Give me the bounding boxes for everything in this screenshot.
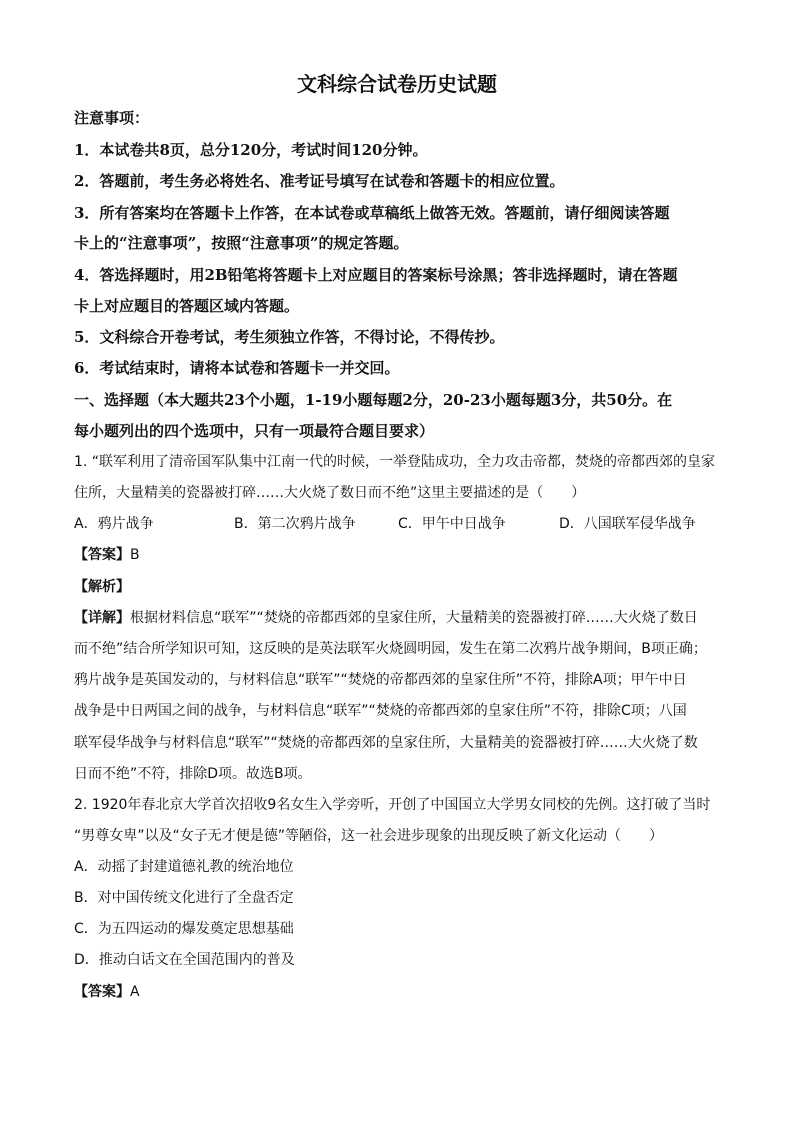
q1-stem: 1. “联军利用了清帝国军队集中江南一代的时候，一举登陆成功，全力攻击帝都，焚烧的帝都西郊的皇家 xyxy=(74,454,716,470)
notice-item: 2．答题前，考生务必将姓名、准考证号填写在试卷和答题卡的相应位置。 xyxy=(74,172,565,190)
notice-item: 6．考试结束时，请将本试卷和答题卡一并交回。 xyxy=(74,359,400,377)
q2-stem: “男尊女卑”以及“女子无才便是德”等陋俗，这一社会进步现象的出现反映了新文化运动（ ） xyxy=(74,828,664,844)
notice-item: 3．所有答案均在答题卡上作答，在本试卷或草稿纸上做答无效。答题前，请仔细阅读答题 xyxy=(74,204,670,222)
answer-value: B xyxy=(130,547,140,563)
q1-detail: 而不绝”结合所学知识可知，这反映的是英法联军火烧圆明园，发生在第二次鸦片战争期间，B项正确； xyxy=(74,641,707,657)
q1-answer xyxy=(74,545,724,565)
q1-option-c: C．甲午中日战争 xyxy=(398,516,506,532)
answer-tag: 【答案】 xyxy=(74,984,130,1000)
q1-detail: 鸦片战争是英国发动的，与材料信息“联军”“焚烧的帝都西郊的皇家住所”不符，排除A项；甲午中日 xyxy=(74,672,687,688)
section-heading: 每小题列出的四个选项中，只有一项最符合题目要求） xyxy=(74,422,435,440)
q1-option-a: A．鸦片战争 xyxy=(74,516,154,532)
q1-option-d: D．八国联军侵华战争 xyxy=(559,516,696,532)
q1-detail: 联军侵华战争与材料信息“联军”“焚烧的帝都西郊的皇家住所，大量精美的瓷器被打碎……大火烧了数 xyxy=(74,735,698,751)
answer-value: A xyxy=(130,984,140,1000)
q1-analysis-tag: 【解析】 xyxy=(74,579,130,595)
q1-detail: 日而不绝”不符，排除D项。故选B项。 xyxy=(74,766,312,782)
notice-item: 卡上对应题目的答题区域内答题。 xyxy=(74,297,300,315)
q1-detail xyxy=(74,608,724,628)
q1-option-b: B．第二次鸦片战争 xyxy=(234,516,356,532)
q2-option-c: C．为五四运动的爆发奠定思想基础 xyxy=(74,921,294,937)
q1-detail: 战争是中日两国之间的战争，与材料信息“联军”“焚烧的帝都西郊的皇家住所”不符，排除C项；八国 xyxy=(74,703,687,719)
notice-item: 5．文科综合开卷考试，考生须独立作答，不得讨论，不得传抄。 xyxy=(74,328,505,346)
q2-option-b: B．对中国传统文化进行了全盘否定 xyxy=(74,890,294,906)
notice-item: 卡上的“注意事项”，按照“注意事项”的规定答题。 xyxy=(74,234,409,252)
detail-text: 根据材料信息“联军”“焚烧的帝都西郊的皇家住所，大量精美的瓷器被打碎……大火烧了数日 xyxy=(130,610,698,626)
q1-stem: 住所，大量精美的瓷器被打碎……大火烧了数日而不绝”这里主要描述的是（ ） xyxy=(74,485,586,501)
notice-heading: 注意事项： xyxy=(74,109,150,127)
q2-stem: 2. 1920年春北京大学首次招收9名女生入学旁听，开创了中国国立大学男女同校的先例。这打破了当时 xyxy=(74,797,711,813)
q2-answer xyxy=(74,982,724,1002)
notice-item: 1．本试卷共8页，总分120分，考试时间120分钟。 xyxy=(74,141,428,159)
answer-tag: 【答案】 xyxy=(74,547,130,563)
q2-option-d: D．推动白话文在全国范围内的普及 xyxy=(74,952,295,968)
notice-item: 4．答选择题时，用2B铅笔将答题卡上对应题目的答案标号涂黑；答非选择题时，请在答题 xyxy=(74,266,678,284)
q2-option-a: A．动摇了封建道德礼教的统治地位 xyxy=(74,859,294,875)
detail-tag: 【详解】 xyxy=(74,610,130,626)
page-title: 文科综合试卷历史试题 xyxy=(297,72,497,96)
section-heading: 一、选择题（本大题共23个小题，1-19小题每题2分，20-23小题每题3分，共50分。在 xyxy=(74,391,673,409)
